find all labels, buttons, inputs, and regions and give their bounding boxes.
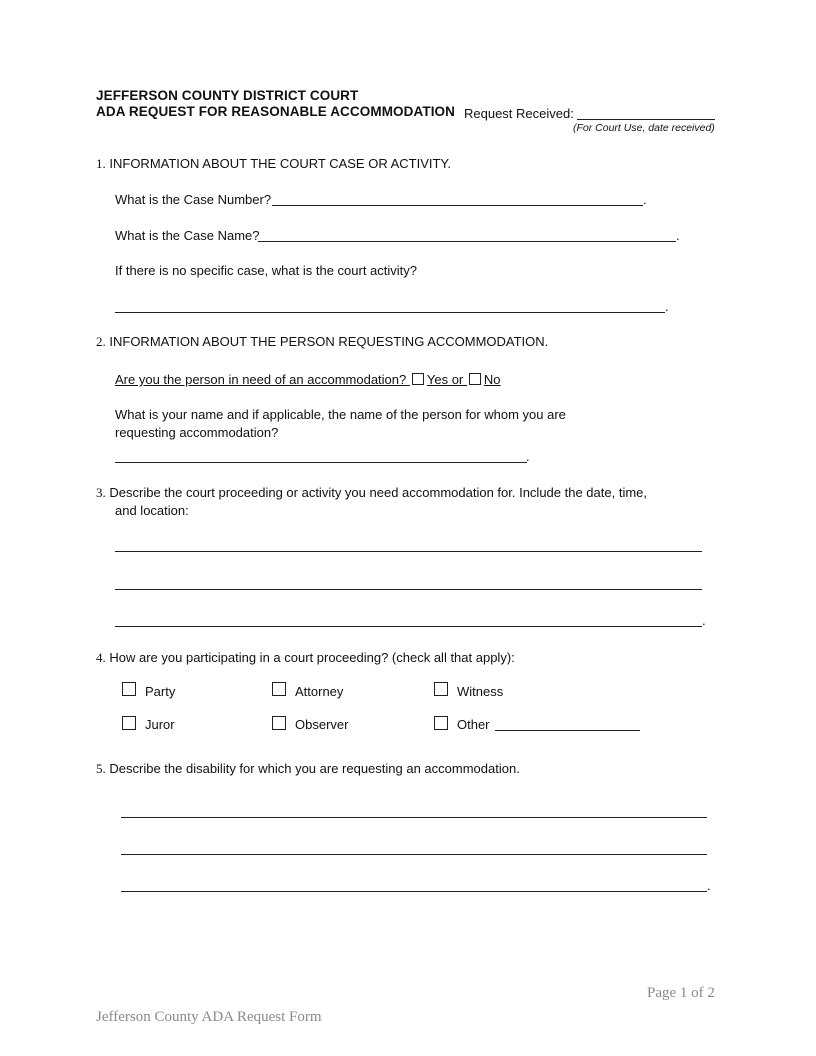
need-accommodation-question <box>115 372 501 387</box>
section-2-number: 2. <box>96 334 106 349</box>
proceeding-field-1[interactable] <box>115 551 702 552</box>
no-label: No <box>483 372 501 387</box>
section-3-text: Describe the court proceeding or activity you need accommodation for. Include the date, time, <box>109 485 648 500</box>
request-received-field[interactable] <box>577 119 715 120</box>
case-name-field[interactable] <box>258 241 676 242</box>
witness-checkbox[interactable] <box>434 682 448 696</box>
no-checkbox[interactable] <box>469 373 481 385</box>
requester-name-period: . <box>526 449 530 464</box>
section-3-line2: and location: <box>115 503 189 518</box>
other-label: Other <box>457 717 490 732</box>
yes-checkbox[interactable] <box>412 373 424 385</box>
juror-checkbox[interactable] <box>122 716 136 730</box>
section-1-title: INFORMATION ABOUT THE COURT CASE OR ACTIVITY. <box>109 156 452 171</box>
need-accommodation-text: Are you the person in need of an accommodation? <box>115 372 407 387</box>
attorney-checkbox[interactable] <box>272 682 286 696</box>
case-number-label: What is the Case Number? <box>115 192 272 207</box>
section-5-number: 5. <box>96 761 106 776</box>
disability-period: . <box>707 878 711 893</box>
court-activity-period: . <box>665 299 669 314</box>
witness-label: Witness <box>457 684 504 699</box>
proceeding-field-3[interactable] <box>115 626 702 627</box>
page-number: Page 1 of 2 <box>647 985 715 1001</box>
attorney-label: Attorney <box>295 684 344 699</box>
section-4-number: 4. <box>96 650 106 665</box>
section-5-title: Describe the disability for which you are requesting an accommodation. <box>109 761 520 776</box>
proceeding-field-2[interactable] <box>115 589 702 590</box>
party-checkbox[interactable] <box>122 682 136 696</box>
section-2-heading <box>96 334 548 350</box>
yes-label: Yes or <box>426 372 464 387</box>
section-1-number: 1. <box>96 156 106 171</box>
other-field[interactable] <box>495 730 640 731</box>
name-question-line2: requesting accommodation? <box>115 425 279 440</box>
juror-label: Juror <box>145 717 175 732</box>
party-label: Party <box>145 684 176 699</box>
case-number-field[interactable] <box>272 205 643 206</box>
requester-name-field[interactable] <box>115 462 527 463</box>
proceeding-period: . <box>702 613 706 628</box>
court-title: JEFFERSON COUNTY DISTRICT COURT <box>96 88 359 103</box>
section-3-number: 3. <box>96 485 106 500</box>
case-number-period: . <box>643 192 647 207</box>
request-received-label: Request Received: <box>464 106 574 121</box>
court-use-note: (For Court Use, date received) <box>573 122 715 134</box>
observer-checkbox[interactable] <box>272 716 286 730</box>
disability-field-2[interactable] <box>121 854 707 855</box>
case-name-label: What is the Case Name? <box>115 228 260 243</box>
section-4-heading <box>96 650 515 666</box>
court-activity-label: If there is no specific case, what is the court activity? <box>115 263 418 278</box>
form-title: ADA REQUEST FOR REASONABLE ACCOMMODATION <box>96 104 455 119</box>
section-5-heading <box>96 761 520 777</box>
observer-label: Observer <box>295 717 349 732</box>
section-4-title: How are you participating in a court proceeding? (check all that apply): <box>109 650 515 665</box>
form-footer-name: Jefferson County ADA Request Form <box>96 1009 322 1025</box>
case-name-period: . <box>676 228 680 243</box>
court-activity-field[interactable] <box>115 312 665 313</box>
disability-field-3[interactable] <box>121 891 707 892</box>
disability-field-1[interactable] <box>121 817 707 818</box>
section-3-line1 <box>96 485 647 501</box>
name-question-line1: What is your name and if applicable, the name of the person for whom you are <box>115 407 566 422</box>
section-1-heading <box>96 156 451 172</box>
section-2-title: INFORMATION ABOUT THE PERSON REQUESTING ACCOMMODATION. <box>109 334 549 349</box>
other-checkbox[interactable] <box>434 716 448 730</box>
